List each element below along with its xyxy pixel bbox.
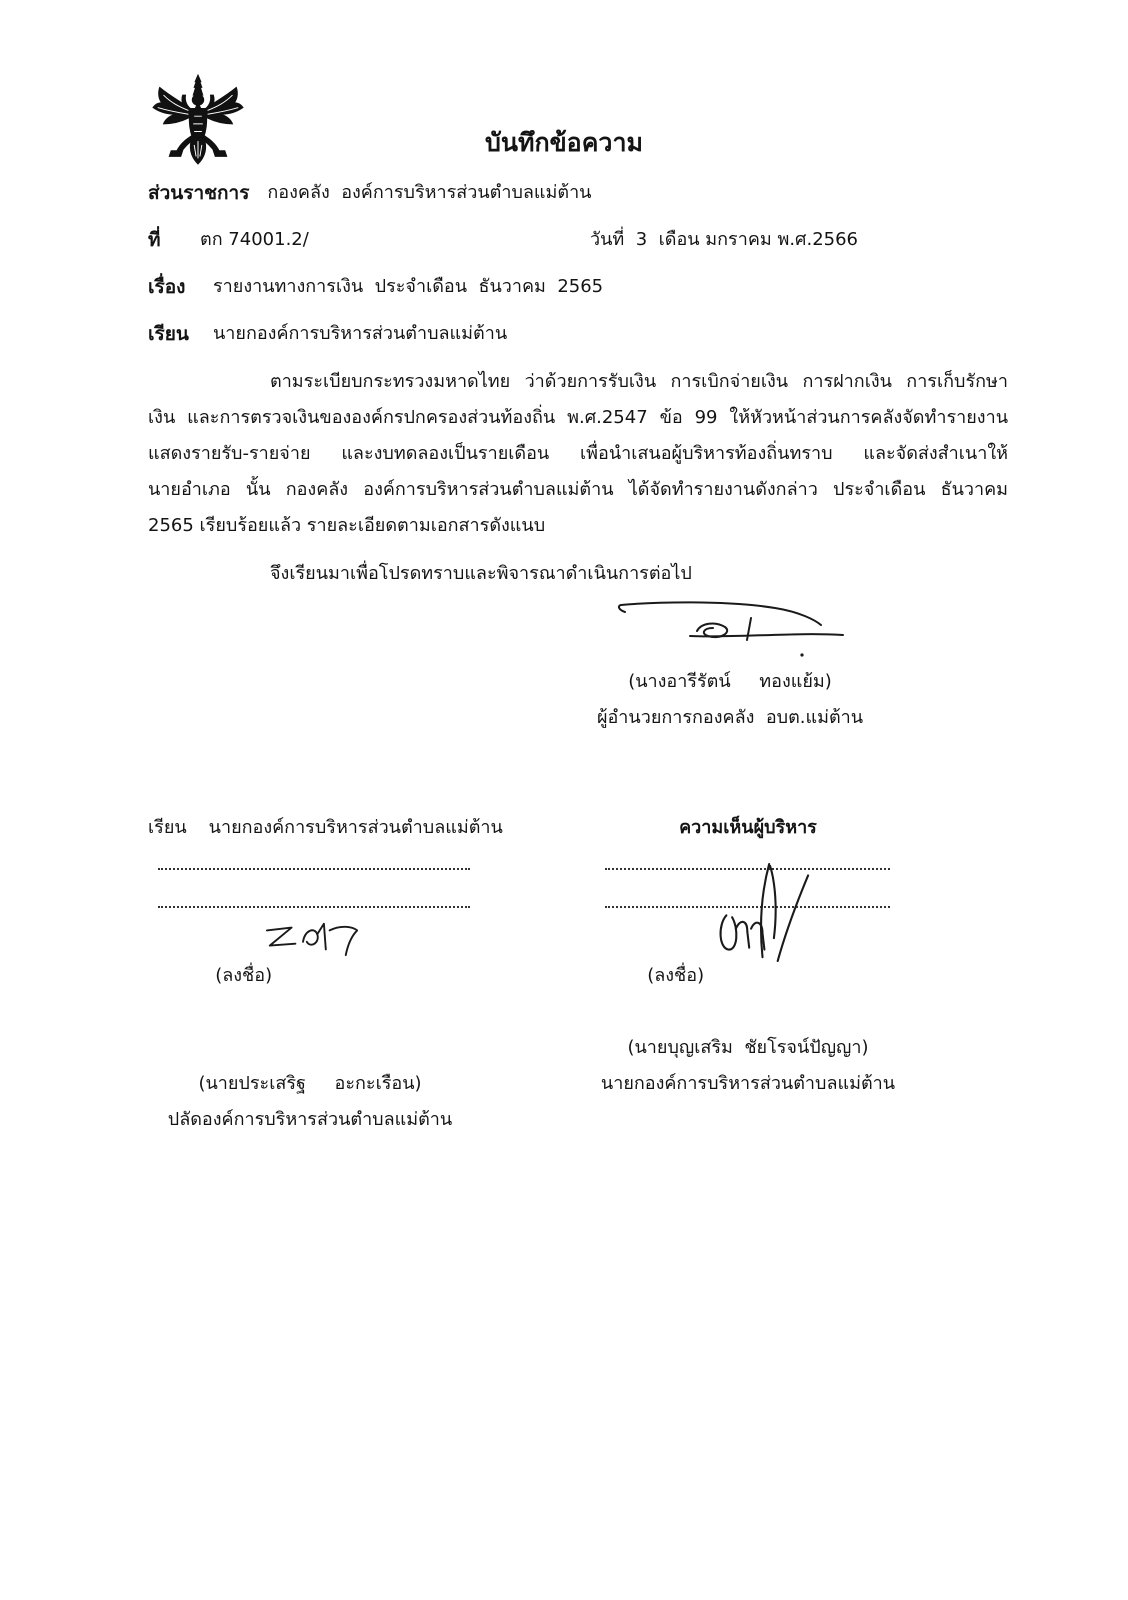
dotted-line bbox=[158, 884, 470, 908]
addressee-label: เรียน bbox=[148, 323, 189, 345]
signature-director bbox=[615, 600, 845, 660]
body-line: นายอำเภอ นั้น กองคลัง องค์การบริหารส่วนตำบลแม่ต้าน ได้จัดทำรายงานดังกล่าว ประจำเดือน ธันวาคม bbox=[148, 479, 1008, 500]
department-row bbox=[148, 175, 1008, 211]
sign-label: (ลงชื่อ) bbox=[215, 965, 273, 986]
deputy-position: ปลัดองค์การบริหารส่วนตำบลแม่ต้าน bbox=[167, 1109, 453, 1130]
deputy-name: (นายประเสริฐ อะกะเรือน) bbox=[198, 1073, 422, 1094]
executive-opinion-heading: ความเห็นผู้บริหาร bbox=[679, 817, 817, 838]
signature-deputy bbox=[265, 919, 360, 957]
endorsement-left bbox=[148, 810, 568, 1138]
subject-row bbox=[148, 269, 1008, 305]
mayor-name: (นายบุญเสริม ชัยโรจน์ปัญญา) bbox=[627, 1037, 869, 1058]
signature-mayor bbox=[715, 860, 810, 965]
closing-sentence: จึงเรียนมาเพื่อโปรดทราบและพิจารณาดำเนินการต่อไป bbox=[270, 563, 692, 584]
body-line: เงิน และการตรวจเงินขององค์กรปกครองส่วนท้องถิ่น พ.ศ.2547 ข้อ 99 ให้หัวหน้าส่วนการคลังจัดทำรายงาน bbox=[148, 407, 1008, 428]
reference-row bbox=[148, 222, 1008, 258]
signature-mayor-strokes bbox=[721, 864, 809, 961]
endorsement-right bbox=[588, 810, 908, 1138]
body-line: แสดงรายรับ-รายจ่าย และงบทดลองเป็นรายเดือน เพื่อนำเสนอผู้บริหารท้องถิ่นทราบ และจัดส่งสำเนาให้ bbox=[148, 443, 1008, 464]
addressee-row bbox=[148, 316, 1008, 352]
endorsement-section bbox=[148, 810, 1008, 1138]
mayor-position: นายกองค์การบริหารส่วนตำบลแม่ต้าน bbox=[600, 1073, 896, 1094]
sign-row-left bbox=[148, 922, 568, 1066]
subject-label: เรื่อง bbox=[148, 276, 186, 298]
reference-label: ที่ bbox=[148, 229, 161, 251]
reference-number: ตก 74001.2/ bbox=[200, 229, 309, 250]
memo-content bbox=[148, 0, 1008, 1138]
memo-title: บันทึกข้อความ bbox=[485, 128, 643, 157]
signature-director-strokes bbox=[619, 602, 843, 640]
endorsement-addressee-row bbox=[148, 810, 568, 846]
body-line: ตามระเบียบกระทรวงมหาดไทย ว่าด้วยการรับเงิน การเบิกจ่ายเงิน การฝากเงิน การเก็บรักษา bbox=[270, 371, 1008, 392]
memo-date: วันที่ 3 เดือน มกราคม พ.ศ.2566 bbox=[590, 229, 859, 250]
sign-label: (ลงชื่อ) bbox=[647, 965, 705, 986]
subject-value: รายงานทางการเงิน ประจำเดือน ธันวาคม 2565 bbox=[213, 276, 604, 297]
addressee-value: นายกองค์การบริหารส่วนตำบลแม่ต้าน bbox=[213, 323, 508, 344]
signatory-position: ผู้อำนวยการกองคลัง อบต.แม่ต้าน bbox=[596, 707, 864, 728]
department-label: ส่วนราชการ bbox=[148, 182, 250, 204]
signatory-name: (นางอารีรัตน์ ทองแย้ม) bbox=[628, 671, 832, 692]
department-value: กองคลัง องค์การบริหารส่วนตำบลแม่ต้าน bbox=[267, 182, 592, 203]
signatory-block bbox=[580, 600, 880, 736]
signature-deputy-strokes bbox=[267, 924, 357, 955]
endorsement-addressee-label: เรียน bbox=[148, 817, 187, 838]
memo-body bbox=[148, 364, 1008, 544]
dotted-line bbox=[158, 846, 470, 870]
endorsement-addressee-value: นายกองค์การบริหารส่วนตำบลแม่ต้าน bbox=[208, 817, 503, 838]
body-line: 2565 เรียบร้อยแล้ว รายละเอียดตามเอกสารดังแนบ bbox=[148, 515, 546, 536]
